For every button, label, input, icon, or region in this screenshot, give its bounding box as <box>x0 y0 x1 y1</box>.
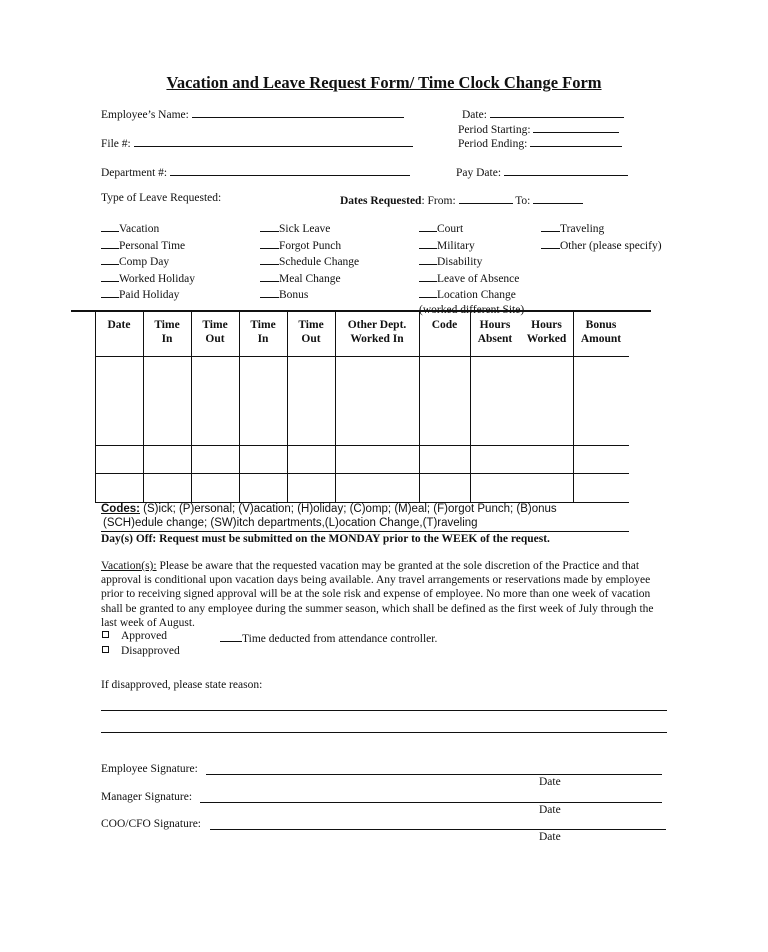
pay-date-label: Pay Date: <box>456 167 502 179</box>
from-line <box>459 192 513 204</box>
leave-option[interactable]: Leave of Absence <box>419 270 524 287</box>
leave-option[interactable]: Vacation <box>101 220 195 237</box>
pay-date-field[interactable] <box>456 164 628 179</box>
leave-option[interactable]: Bonus <box>260 286 359 303</box>
leave-option[interactable]: Court <box>419 220 524 237</box>
leave-options-col2 <box>260 220 359 303</box>
col-header-bonus-amount: Bonus Amount <box>580 319 622 345</box>
approved-option[interactable] <box>102 630 167 642</box>
employee-name-label: Employee’s Name: <box>101 109 189 121</box>
codes-line-1 <box>101 503 557 515</box>
coo-signature-line[interactable] <box>210 829 666 830</box>
employee-signature-label: Employee Signature: <box>101 763 198 775</box>
time-deducted-line <box>220 630 242 642</box>
period-starting-label: Period Starting: <box>458 124 531 136</box>
col-header-other-dept: Other Dept. Worked In <box>347 319 407 345</box>
checkbox-icon[interactable] <box>102 631 109 638</box>
manager-signature-date-label: Date <box>539 804 561 816</box>
reason-line-1[interactable] <box>101 710 667 711</box>
col-header-time-out: Time Out <box>298 319 324 345</box>
leave-option[interactable]: Comp Day <box>101 253 195 270</box>
disapproved-option[interactable] <box>102 645 180 657</box>
employee-name-line <box>192 106 404 118</box>
dates-requested-label: Dates Requested <box>340 195 422 207</box>
date-line <box>490 106 624 118</box>
time-deducted-field[interactable] <box>220 630 437 645</box>
leave-options-col4 <box>541 220 662 253</box>
leave-type-label: Type of Leave Requested: <box>101 192 222 204</box>
col-header-time-in: Time In <box>250 319 276 345</box>
leave-option[interactable]: Worked Holiday <box>101 270 195 287</box>
vacation-label: Vacation(s): <box>101 560 157 572</box>
file-no-field[interactable] <box>101 135 413 150</box>
days-off-notice: Day(s) Off: Request must be submitted on the MONDAY prior to the WEEK of the request. <box>101 533 550 545</box>
leave-option-note: (worked different Site) <box>419 303 525 316</box>
disapproved-reason-label: If disapproved, please state reason: <box>101 679 263 691</box>
from-label: : From: <box>421 195 456 207</box>
employee-signature-date-label: Date <box>539 776 561 788</box>
employee-signature-line[interactable] <box>206 774 662 775</box>
file-no-label: File #: <box>101 138 131 150</box>
vacation-policy <box>101 559 665 630</box>
codes-label: Codes: <box>101 503 140 515</box>
leave-option[interactable]: Sick Leave <box>260 220 359 237</box>
leave-option[interactable]: Meal Change <box>260 270 359 287</box>
dates-requested-field[interactable] <box>340 192 583 207</box>
codes-text-1: (S)ick; (P)ersonal; (V)acation; (H)oliday; (C)omp; (M)eal; (F)orgot Punch; (B)onus <box>139 503 557 515</box>
vacation-text: Please be aware that the requested vacation may be granted at the sole discretion of the Practice and that approval is conditional upon vacation days being available. Any travel arrangements or reservations made by employee prior to receiving signed approval will be at the sole risk and expense of employee. No more than one week of vacation shall be granted to any employee during the summer season, which shall be defined as the first week of July through the last week of August. <box>101 560 654 629</box>
col-header-hours-worked: Hours Worked <box>526 319 567 345</box>
period-starting-field[interactable] <box>458 121 619 136</box>
employee-name-field[interactable] <box>101 106 404 121</box>
disapproved-label: Disapproved <box>121 645 180 657</box>
codes-line-2: (SCH)edule change; (SW)itch departments,(L)ocation Change,(T)raveling <box>103 517 478 529</box>
table-top-rule <box>71 310 651 312</box>
leave-option[interactable]: Traveling <box>541 220 662 237</box>
period-ending-line <box>530 135 622 147</box>
checkbox-icon[interactable] <box>102 646 109 653</box>
department-field[interactable] <box>101 164 410 179</box>
date-label: Date: <box>462 109 487 121</box>
leave-option[interactable]: Location Change <box>419 286 524 303</box>
form-title: Vacation and Leave Request Form/ Time Clock Change Form <box>166 73 602 92</box>
coo-signature-date-label: Date <box>539 831 561 843</box>
date-field[interactable] <box>462 106 624 121</box>
period-starting-line <box>533 121 619 133</box>
department-label: Department #: <box>101 167 168 179</box>
leave-option[interactable]: Military <box>419 237 524 254</box>
reason-line-2[interactable] <box>101 732 667 733</box>
leave-option[interactable]: Schedule Change <box>260 253 359 270</box>
leave-option[interactable]: Other (please specify) <box>541 237 662 254</box>
to-label: To: <box>515 195 531 207</box>
leave-option[interactable]: Personal Time <box>101 237 195 254</box>
col-header-hours-absent: Hours Absent <box>477 319 513 345</box>
leave-option[interactable]: Paid Holiday <box>101 286 195 303</box>
col-header-time-in: Time In <box>154 319 180 345</box>
approved-label: Approved <box>121 630 167 642</box>
col-header-date: Date <box>107 319 131 331</box>
period-ending-field[interactable] <box>458 135 622 150</box>
department-line <box>170 164 410 176</box>
col-header-time-out: Time Out <box>202 319 228 345</box>
leave-options-col1 <box>101 220 195 303</box>
file-no-line <box>134 135 413 147</box>
leave-options-col3 <box>419 220 524 317</box>
manager-signature-line[interactable] <box>200 802 662 803</box>
leave-option[interactable]: Disability <box>419 253 524 270</box>
period-ending-label: Period Ending: <box>458 138 528 150</box>
to-line <box>533 192 583 204</box>
time-deducted-label: Time deducted from attendance controller. <box>242 633 438 645</box>
leave-option[interactable]: Forgot Punch <box>260 237 359 254</box>
manager-signature-label: Manager Signature: <box>101 791 193 803</box>
pay-date-line <box>504 164 628 176</box>
coo-signature-label: COO/CFO Signature: <box>101 818 201 830</box>
col-header-code: Code <box>431 319 458 331</box>
